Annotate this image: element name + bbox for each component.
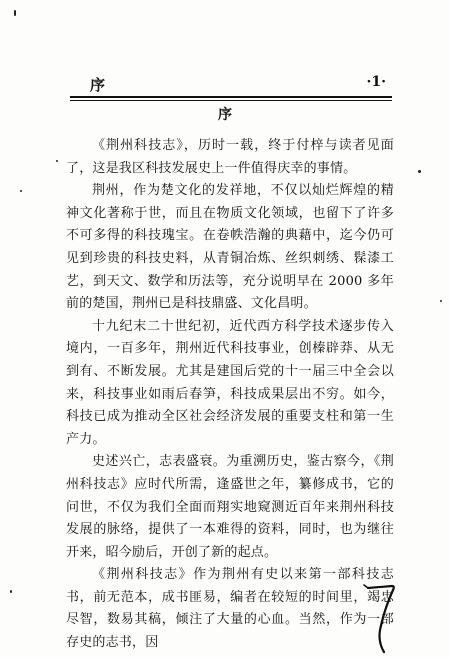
running-title: 序: [90, 76, 107, 94]
scan-speck: [10, 590, 12, 593]
handwritten-mark-icon: [362, 580, 402, 655]
scan-speck: [418, 170, 421, 173]
page-number: ·1·: [366, 74, 386, 90]
scan-speck: [56, 160, 58, 162]
header-rule-thin: [70, 100, 392, 101]
paragraph-4: 史述兴亡，志表盛衰。为重溯历史，鉴古察今，《荆州科技志》应时代所需，逢盛世之年，纂修成书，它的问世，不仅为我们全面而翔实地窥测近百年来荆州科技发展的脉络，提供了一本难得的资料，同时，也为继往开来，昭今励后，开创了新的起点。: [66, 454, 394, 560]
body-text: [66, 135, 394, 655]
paragraph-3: 十九纪末二十世纪初，近代西方科学技术逐步传入境内，一百多年，荆州近代科技事业，创榛辟莽、从无到有、不断发展。尤其是建国后党的十一届三中全会以来，科技事业如雨后春笋，科技成果层出不穷。如今，科技已成为推动全区社会经济发展的重要支柱和第一生产力。: [66, 318, 394, 447]
section-heading: 序: [218, 107, 232, 123]
paragraph-2: 荆州，作为楚文化的发祥地，不仅以灿烂辉煌的精神文化著称于世，而且在物质文化领域，也留下了许多不可多得的科技瑰宝。在卷帙浩瀚的典藉中，迄今仍可见到珍贵的科技史料，从青铜冶炼、丝织刺绣、髹漆工艺，到天文、数学和历法等，充分说明早在 2000 多年前的楚国，荆州已是科技鼎盛、文化昌明。: [66, 183, 394, 312]
running-head: [72, 74, 390, 92]
scan-speck: [14, 10, 16, 16]
paragraph-1: 《荆州科技志》，历时一载，终于付梓与读者见面了，这是我区科技发展史上一件值得庆幸的事情。: [66, 138, 394, 176]
scan-speck: [20, 190, 22, 192]
header-rule-thick: [70, 96, 392, 98]
paragraph-5: 《荆州科技志》作为荆州有史以来第一部科技志书，前无范本，成书匪易，编者在较短的时间里，竭忠尽智，数易其稿，倾注了大量的心血。当然，作为一部存史的志书，因: [66, 567, 394, 651]
scan-speck: [440, 300, 442, 302]
